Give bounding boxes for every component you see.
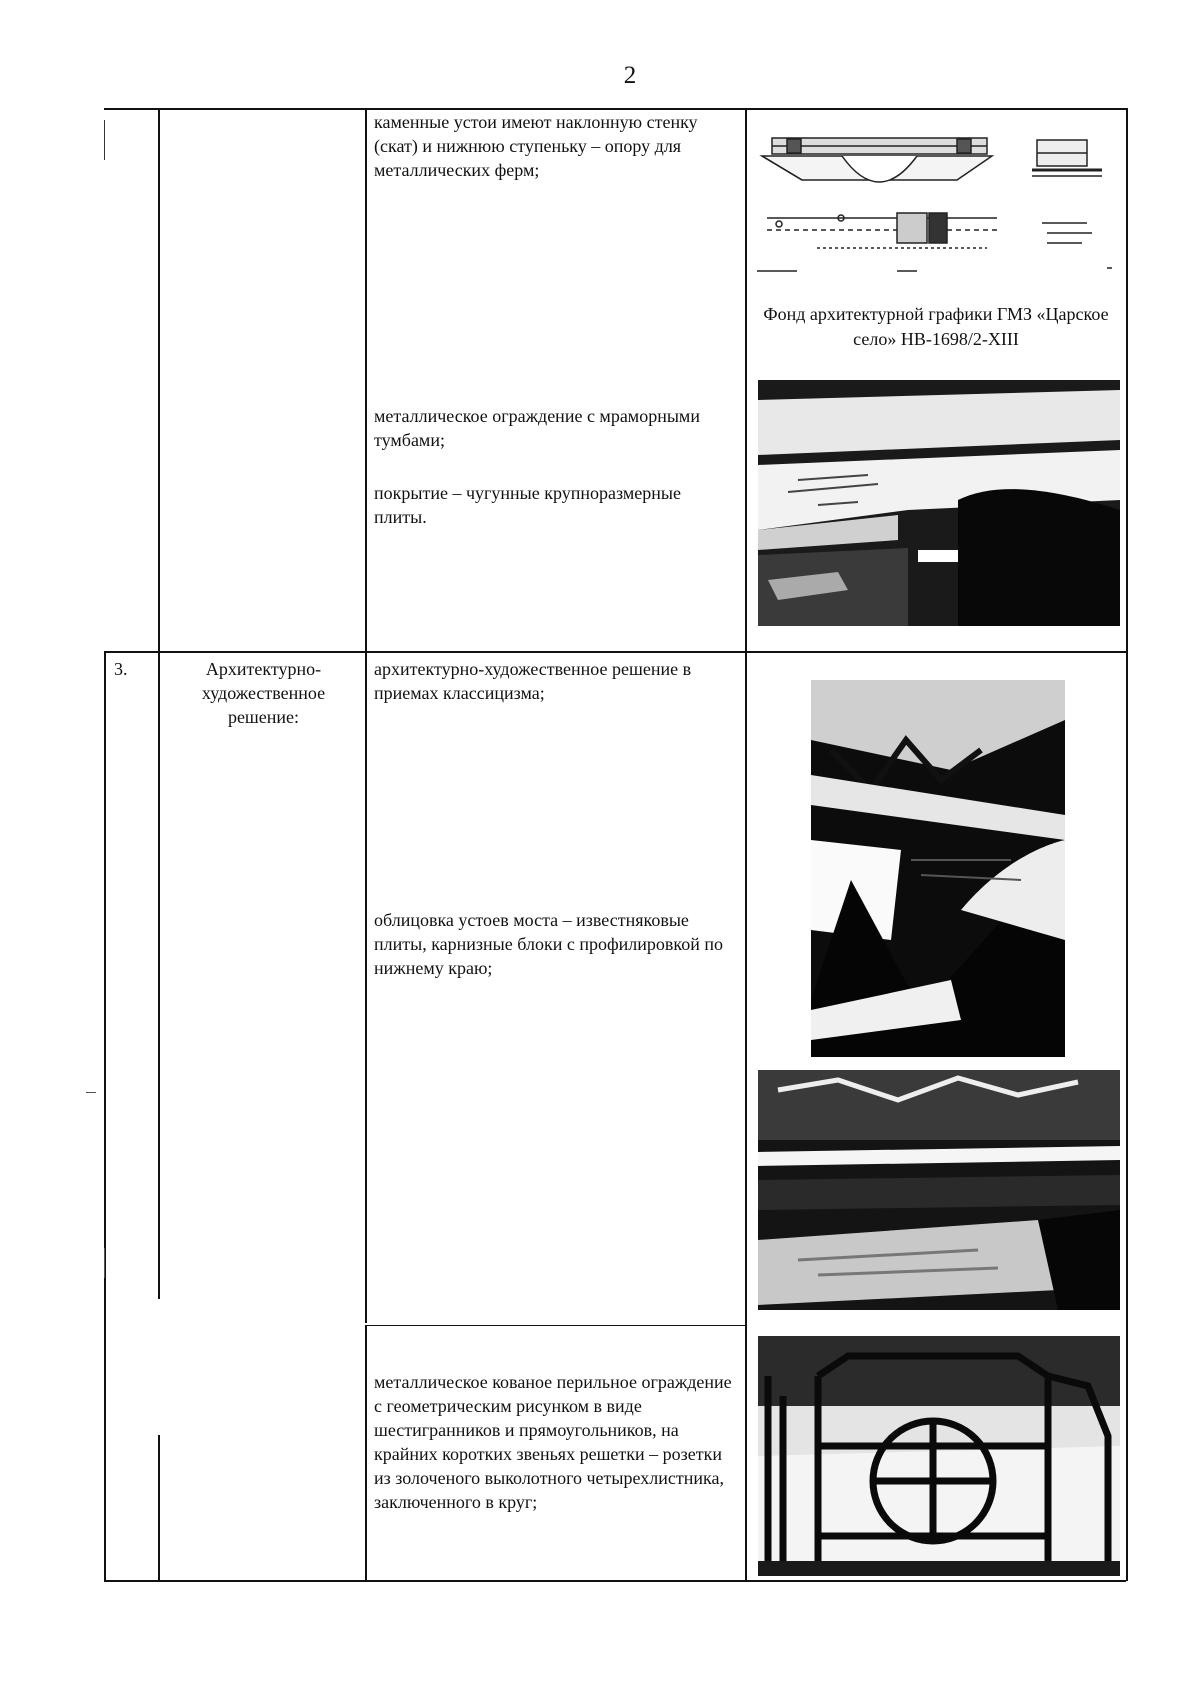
column-border: [365, 108, 367, 1323]
column-border: [365, 1325, 367, 1581]
column-border: [158, 1435, 160, 1581]
column-border: [104, 651, 106, 1581]
column-border: [1126, 108, 1128, 1581]
wrought-railing-photo: [758, 1336, 1120, 1576]
row-title: Архитектурно-художественное решение:: [201, 659, 326, 727]
row-number: 3.: [114, 659, 128, 679]
column-border-trace: [104, 120, 105, 160]
table-bottom-border: [104, 1580, 1126, 1582]
feature-text-classicism: архитектурно-художественное решение в приемах классицизма;: [374, 659, 692, 703]
margin-mark: [86, 1092, 96, 1093]
page-number: 2: [623, 62, 637, 89]
cell-divider: [365, 1325, 745, 1326]
column-border: [158, 108, 160, 1299]
feature-text-wrought-railing: металлическое кованое перильное ограждение с геометрическим рисунком в виде шестигранников и прямоугольников, на крайних коротких звеньях решетки – розетки из золоченого выколотного четырехлистника, заключенного в круг;: [374, 1372, 732, 1512]
column-border: [745, 108, 747, 1581]
architectural-drawing: [757, 118, 1125, 278]
feature-text-abutments: каменные устои имеют наклонную стенку (скат) и нижнюю ступеньку – опору для металлических ферм;: [374, 112, 698, 180]
feature-text-paving: покрытие – чугунные крупноразмерные плиты.: [374, 483, 681, 527]
row-divider: [104, 651, 1126, 653]
river-view-photo: [758, 1070, 1120, 1310]
drawing-caption: Фонд архитектурной графики ГМЗ «Царское село» НВ-1698/2-XIII: [763, 304, 1109, 349]
bridge-deck-photo: [758, 380, 1120, 626]
feature-text-facing: облицовка устоев моста – известняковые плиты, карнизные блоки с профилировкой по нижнему краю;: [374, 910, 723, 978]
abutment-photo: [811, 680, 1065, 1057]
feature-text-railing: металлическое ограждение с мраморными тумбами;: [374, 406, 700, 450]
margin-mark: [104, 1248, 105, 1278]
